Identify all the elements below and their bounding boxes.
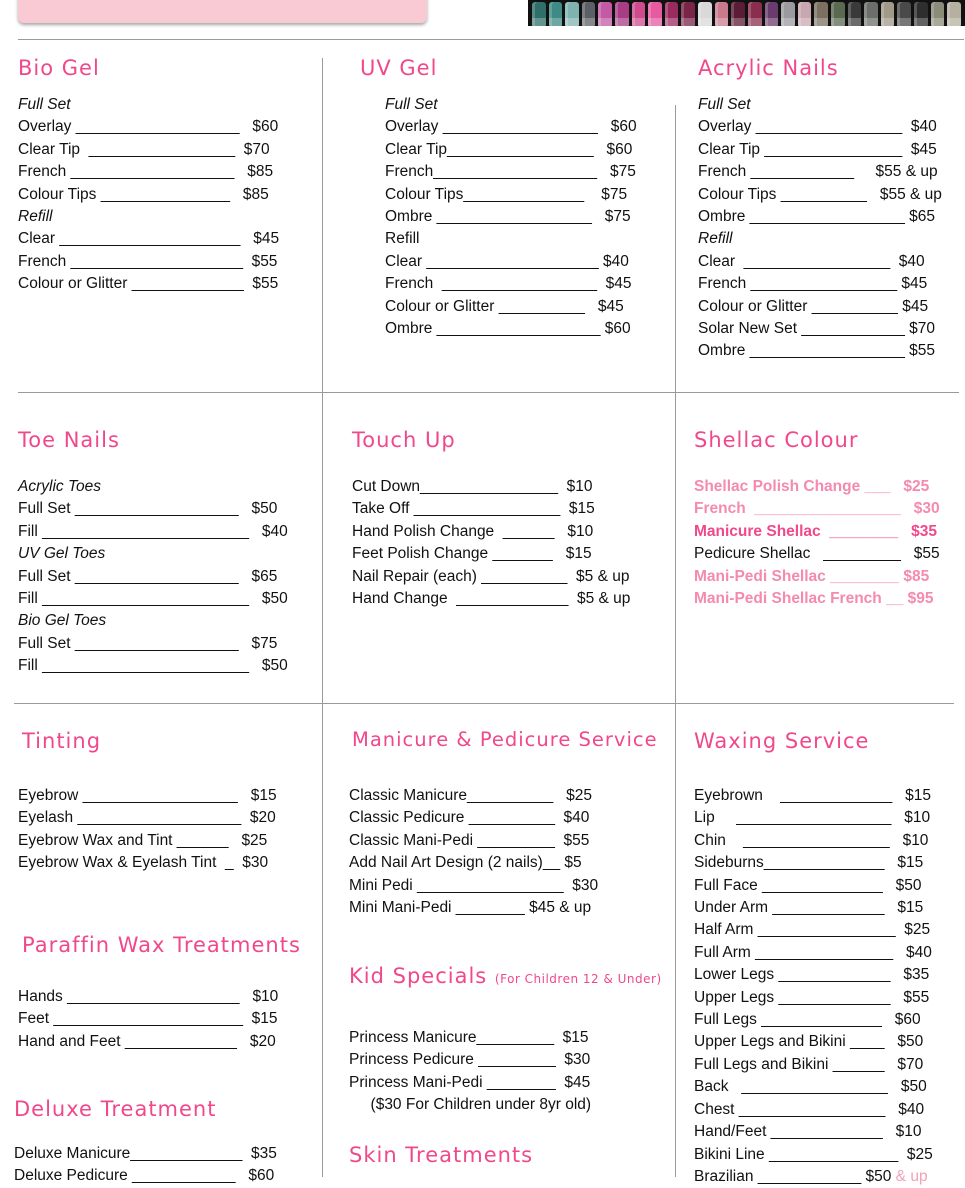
uv-gel-line: Colour or Glitter __________ $45 xyxy=(385,297,624,315)
kid-specials-title: Kid Specials xyxy=(349,964,488,988)
kid-specials-subtitle: (For Children 12 & Under) xyxy=(494,972,662,986)
waxing-line: Chin _________________ $10 xyxy=(694,831,929,849)
polish-bottle xyxy=(549,2,563,26)
uv-gel-heading: UV Gel xyxy=(360,56,438,80)
kid-specials-heading xyxy=(349,964,662,988)
deluxe-heading: Deluxe Treatment xyxy=(14,1097,217,1121)
waxing-heading: Waxing Service xyxy=(694,729,870,753)
divider-row2 xyxy=(14,703,954,704)
waxing-line: Full Arm ________________ $40 xyxy=(694,943,932,961)
waxing-line: Full Face ______________ $50 xyxy=(694,876,922,894)
polish-bottle xyxy=(665,2,679,26)
acrylic-list xyxy=(698,94,942,363)
toe-nails-line: Full Set ___________________ $65 xyxy=(18,567,278,585)
uv-gel-line: Colour Tips______________ $75 xyxy=(385,185,628,203)
waxing-line: Chest _________________ $40 xyxy=(694,1100,925,1118)
uv-gel-line: Clear ____________________ $40 xyxy=(385,252,629,270)
shellac-list xyxy=(694,476,940,610)
waxing-line: Full Legs and Bikini ______ $70 xyxy=(694,1055,924,1073)
acrylic-line: Overlay _________________ $40 xyxy=(698,118,937,136)
bio-gel-line: Refill xyxy=(18,208,53,226)
shellac-line: Shellac Polish Change ___ $25 xyxy=(694,478,930,495)
acrylic-line: Colour or Glitter __________ $45 xyxy=(698,297,929,315)
toe-nails-list xyxy=(18,476,288,678)
uv-gel-line: Ombre __________________ $75 xyxy=(385,208,631,226)
polish-bottle xyxy=(914,2,928,26)
acrylic-line: Clear Tip ________________ $45 xyxy=(698,140,937,158)
kid-specials-line: Princess Pedicure _________ $30 xyxy=(349,1051,591,1069)
polish-bottle xyxy=(565,2,579,26)
polish-bottle xyxy=(947,2,961,26)
touch-up-list xyxy=(352,476,630,610)
divider-col1 xyxy=(322,58,323,1177)
polish-bottle xyxy=(781,2,795,26)
tinting-line: Eyelash ___________________ $20 xyxy=(18,809,276,827)
top-banner-box xyxy=(18,0,427,23)
waxing-line: Brazilian ____________ $50 & up xyxy=(694,1167,928,1185)
shellac-line: Mani-Pedi Shellac French __ $95 xyxy=(694,590,934,608)
polish-bottle xyxy=(931,2,945,26)
bio-gel-line: Full Set xyxy=(18,96,71,113)
price-suffix: & up xyxy=(891,1167,928,1185)
uv-gel-line: Ombre ___________________ $60 xyxy=(385,320,631,338)
shellac-line: French _________________ $30 xyxy=(694,500,940,518)
acrylic-line: Clear _________________ $40 xyxy=(698,252,925,270)
toe-nails-line: Bio Gel Toes xyxy=(18,612,107,630)
polish-bottle xyxy=(532,2,546,26)
mani-pedi-heading: Manicure & Pedicure Service xyxy=(352,728,658,751)
polish-bottle xyxy=(598,2,612,26)
mani-pedi-line: Classic Manicure__________ $25 xyxy=(349,787,592,804)
uv-gel-line: Clear Tip_________________ $60 xyxy=(385,140,633,158)
polish-bottle xyxy=(897,2,911,26)
polish-bottle xyxy=(648,2,662,26)
paraffin-list xyxy=(18,986,278,1053)
polish-bottle xyxy=(582,2,596,26)
waxing-line: Hand/Feet _____________ $10 xyxy=(694,1123,922,1141)
tinting-line: Eyebrow __________________ $15 xyxy=(18,787,277,804)
uv-gel-line: Refill xyxy=(385,230,420,248)
waxing-line: Full Legs ______________ $60 xyxy=(694,1011,921,1029)
touch-up-line: Feet Polish Change _______ $15 xyxy=(352,545,592,563)
mani-pedi-line: Classic Pedicure __________ $40 xyxy=(349,809,590,827)
deluxe-list xyxy=(14,1143,277,1188)
tinting-list xyxy=(18,785,277,875)
acrylic-heading: Acrylic Nails xyxy=(698,56,839,80)
polish-bottle xyxy=(848,2,862,26)
uv-gel-line: French___________________ $75 xyxy=(385,163,636,181)
toe-nails-line: UV Gel Toes xyxy=(18,545,106,563)
touch-up-line: Cut Down________________ $10 xyxy=(352,478,593,495)
uv-gel-line: Full Set xyxy=(385,96,438,113)
polish-bottle xyxy=(831,2,845,26)
paraffin-line: Feet ______________________ $15 xyxy=(18,1010,278,1028)
toe-nails-line: Fill ________________________ $50 xyxy=(18,657,288,675)
acrylic-line: Full Set xyxy=(698,96,751,113)
toe-nails-heading: Toe Nails xyxy=(18,428,120,452)
skin-treatments-heading: Skin Treatments xyxy=(349,1143,534,1167)
waxing-line: Upper Legs and Bikini ____ $50 xyxy=(694,1033,924,1051)
waxing-line: Sideburns______________ $15 xyxy=(694,854,924,872)
toe-nails-line: Acrylic Toes xyxy=(18,478,101,495)
acrylic-line: Colour Tips __________ $55 & up xyxy=(698,185,942,203)
waxing-list xyxy=(694,785,933,1188)
bio-gel-line: Overlay ___________________ $60 xyxy=(18,118,279,136)
kid-specials-line: Princess Mani-Pedi ________ $45 xyxy=(349,1073,591,1091)
deluxe-line: Deluxe Pedicure ____________ $60 xyxy=(14,1167,275,1185)
uv-gel-list xyxy=(385,94,637,340)
bio-gel-line: Clear _____________________ $45 xyxy=(18,230,280,248)
shellac-line: Manicure Shellac ________ $35 xyxy=(694,522,937,540)
polish-bottle xyxy=(681,2,695,26)
uv-gel-line: French __________________ $45 xyxy=(385,275,632,293)
bio-gel-line: Colour Tips _______________ $85 xyxy=(18,185,269,203)
tinting-line: Eyebrow Wax and Tint ______ $25 xyxy=(18,831,268,849)
polish-bottle xyxy=(715,2,729,26)
bio-gel-heading: Bio Gel xyxy=(18,56,100,80)
waxing-line: Under Arm _____________ $15 xyxy=(694,899,924,917)
acrylic-line: Ombre __________________ $55 xyxy=(698,342,936,360)
paraffin-line: Hand and Feet _____________ $20 xyxy=(18,1032,276,1050)
divider-top xyxy=(18,39,964,40)
divider-row1 xyxy=(18,392,959,393)
mani-pedi-line: Mini Pedi _________________ $30 xyxy=(349,876,599,894)
polish-bottle xyxy=(698,2,712,26)
mani-pedi-line: Classic Mani-Pedi _________ $55 xyxy=(349,831,590,849)
bio-gel-list xyxy=(18,94,279,296)
touch-up-heading: Touch Up xyxy=(352,428,456,452)
bio-gel-line: French ____________________ $55 xyxy=(18,252,278,270)
waxing-line: Half Arm ________________ $25 xyxy=(694,921,931,939)
acrylic-line: Ombre __________________ $65 xyxy=(698,208,936,226)
mani-pedi-list xyxy=(349,785,598,919)
acrylic-line: French _________________ $45 xyxy=(698,275,928,293)
touch-up-line: Hand Polish Change ______ $10 xyxy=(352,522,594,540)
touch-up-line: Take Off _________________ $15 xyxy=(352,500,595,518)
nail-polish-photo xyxy=(528,0,965,26)
shellac-line: Mani-Pedi Shellac ________ $85 xyxy=(694,567,930,585)
waxing-line: Lip __________________ $10 xyxy=(694,809,931,827)
polish-bottle xyxy=(748,2,762,26)
bio-gel-line: Clear Tip _________________ $70 xyxy=(18,140,270,158)
waxing-line: Lower Legs _____________ $35 xyxy=(694,966,930,984)
uv-gel-line: Overlay __________________ $60 xyxy=(385,118,637,136)
waxing-line: Bikini Line _______________ $25 xyxy=(694,1145,933,1163)
polish-bottle xyxy=(765,2,779,26)
touch-up-line: Nail Repair (each) __________ $5 & up xyxy=(352,567,630,585)
tinting-heading: Tinting xyxy=(22,729,102,753)
polish-bottle xyxy=(731,2,745,26)
mani-pedi-line: Mini Mani-Pedi ________ $45 & up xyxy=(349,899,592,917)
polish-bottle xyxy=(632,2,646,26)
polish-bottle xyxy=(798,2,812,26)
waxing-line: Eyebrown _____________ $15 xyxy=(694,787,931,804)
acrylic-line: Refill xyxy=(698,230,733,248)
tinting-line: Eyebrow Wax & Eyelash Tint _ $30 xyxy=(18,854,269,872)
paraffin-line: Hands ____________________ $10 xyxy=(18,988,279,1005)
kid-specials-list xyxy=(349,1027,591,1117)
polish-bottle xyxy=(615,2,629,26)
kid-specials-line: ($30 For Children under 8yr old) xyxy=(349,1096,592,1114)
deluxe-line: Deluxe Manicure_____________ $35 xyxy=(14,1145,277,1162)
acrylic-line: Solar New Set ____________ $70 xyxy=(698,320,935,338)
toe-nails-line: Full Set ___________________ $50 xyxy=(18,500,278,518)
toe-nails-line: Fill ________________________ $40 xyxy=(18,522,288,540)
paraffin-heading: Paraffin Wax Treatments xyxy=(22,933,301,957)
polish-bottle xyxy=(864,2,878,26)
divider-col2 xyxy=(675,105,676,1177)
waxing-line: Back _________________ $50 xyxy=(694,1078,927,1096)
kid-specials-line: Princess Manicure_________ $15 xyxy=(349,1029,589,1046)
toe-nails-line: Full Set ___________________ $75 xyxy=(18,634,278,652)
mani-pedi-line: Add Nail Art Design (2 nails)__ $5 xyxy=(349,854,582,872)
bio-gel-line: French ___________________ $85 xyxy=(18,163,274,181)
toe-nails-line: Fill ________________________ $50 xyxy=(18,590,288,608)
waxing-line: Upper Legs _____________ $55 xyxy=(694,988,930,1006)
acrylic-line: French ____________ $55 & up xyxy=(698,163,938,181)
shellac-heading: Shellac Colour xyxy=(694,428,859,452)
polish-bottle xyxy=(814,2,828,26)
bio-gel-line: Colour or Glitter _____________ $55 xyxy=(18,275,279,293)
shellac-line: Pedicure Shellac _________ $55 xyxy=(694,545,940,563)
polish-bottle xyxy=(881,2,895,26)
touch-up-line: Hand Change _____________ $5 & up xyxy=(352,590,631,608)
